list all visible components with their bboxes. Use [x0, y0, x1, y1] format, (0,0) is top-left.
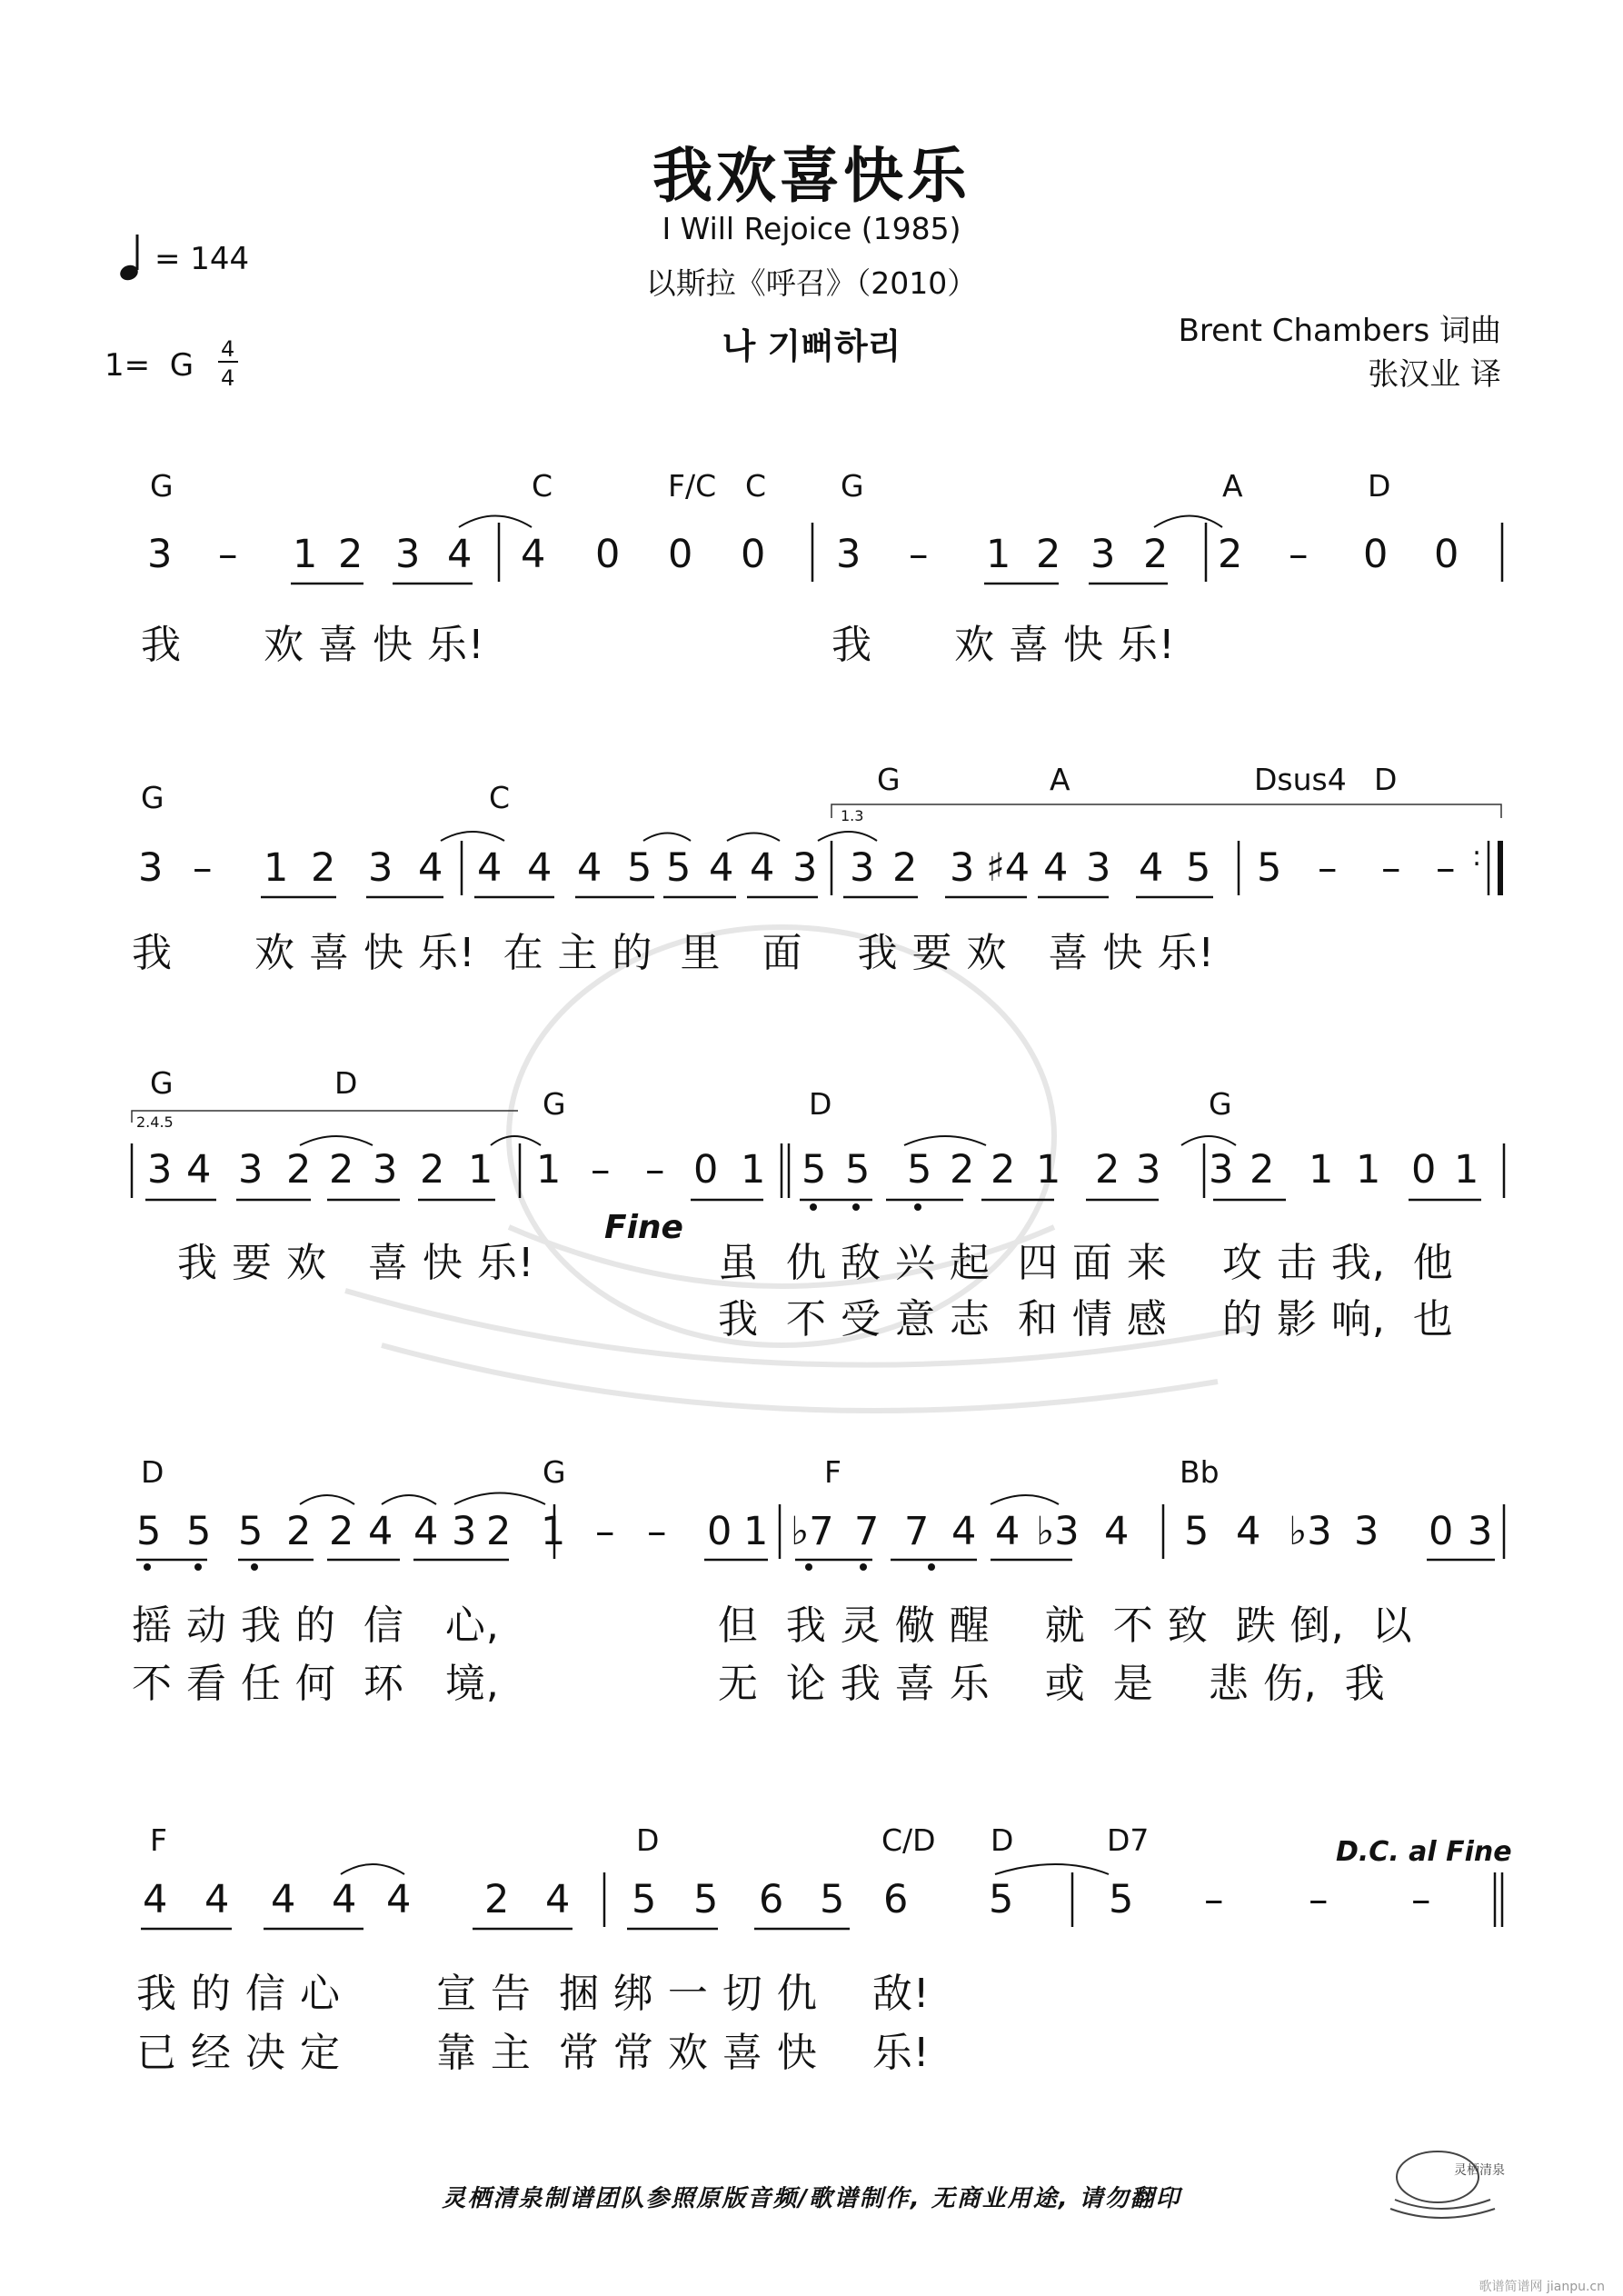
chord: D	[991, 1822, 1014, 1858]
chord: F	[150, 1822, 167, 1858]
chord: A	[1222, 468, 1243, 504]
lyric-line: 虽 仇 敌 兴 起 四 面 来 攻 击 我, 他	[718, 1240, 1454, 1286]
album-info: 以斯拉《呼召》（2010）	[645, 265, 978, 301]
note: 3	[368, 845, 393, 891]
chord: G	[150, 1065, 174, 1101]
note: 1	[1356, 1147, 1381, 1193]
note: 4	[332, 1877, 357, 1922]
note: 1	[1036, 1147, 1061, 1193]
logo-lettering: 灵栖清泉	[1454, 2163, 1505, 2178]
note: 5	[845, 1147, 871, 1193]
composer: Brent Chambers 词曲	[1178, 313, 1501, 349]
note: 2	[286, 1147, 312, 1193]
note: 6	[883, 1877, 909, 1922]
note: ♭3	[1289, 1509, 1332, 1554]
song-title: 我欢喜快乐	[652, 141, 971, 211]
chord: D	[809, 1086, 832, 1122]
note: 3	[147, 1147, 173, 1193]
note: ♯4	[986, 845, 1031, 891]
note: –	[909, 532, 929, 577]
note: 4	[951, 1509, 977, 1554]
note: 4	[545, 1877, 571, 1922]
site-watermark: 歌谱简谱网 jianpu.cn	[1479, 2280, 1605, 2294]
note: 3	[1354, 1509, 1379, 1554]
note: 4	[386, 1877, 412, 1922]
svg-text:4: 4	[221, 336, 235, 362]
note: 3	[1468, 1509, 1493, 1554]
note: 1	[468, 1147, 493, 1193]
note: 7	[904, 1509, 930, 1554]
note: 2	[1143, 532, 1169, 577]
chord: C	[489, 780, 511, 815]
note: 2	[329, 1147, 354, 1193]
note: 2	[1095, 1147, 1120, 1193]
note: 2	[329, 1509, 354, 1554]
translator: 张汉业 译	[1368, 356, 1501, 393]
note: 2	[286, 1509, 312, 1554]
note: 2	[991, 1147, 1016, 1193]
note: 2	[420, 1147, 445, 1193]
dc-al-fine-marking: D.C. al Fine	[1336, 1836, 1512, 1868]
note: 5	[1184, 1509, 1210, 1554]
note: 0	[1434, 532, 1459, 577]
note: 3	[836, 532, 861, 577]
note: 7	[854, 1509, 880, 1554]
note: 5	[1109, 1877, 1134, 1922]
chord: G	[543, 1454, 566, 1490]
note: 5	[666, 845, 692, 891]
note: –	[1411, 1877, 1431, 1922]
lyric-line: 摇 动 我 的 信 心, 但 我 灵 儆 醒 就 不 致 跌 倒, 以	[132, 1602, 1413, 1649]
note: 3	[138, 845, 164, 891]
chord: Bb	[1180, 1454, 1220, 1490]
note: 4	[1236, 1509, 1261, 1554]
note: 4	[477, 845, 503, 891]
chord: C/D	[881, 1822, 936, 1858]
lyric-line: 我 欢 喜 快 乐!	[141, 622, 485, 668]
note: 5	[1186, 845, 1211, 891]
note: 4	[527, 845, 553, 891]
note: 0	[668, 532, 693, 577]
chord: G	[877, 762, 901, 797]
note: 2	[892, 845, 918, 891]
note: 0	[1411, 1147, 1437, 1193]
footer-credit: 灵栖清泉制谱团队参照原版音频/歌谱制作, 无商业用途, 请勿翻印	[442, 2185, 1181, 2212]
chord: F	[824, 1454, 841, 1490]
note: –	[1318, 845, 1338, 891]
note: 5	[238, 1509, 264, 1554]
lyric-line: 我 的 信 心 宣 告 捆 绑 一 切 仇 敌!	[136, 1971, 931, 2017]
note: 5	[907, 1147, 932, 1193]
lyric-line: 我 要 欢 喜 快 乐!	[177, 1240, 535, 1286]
note: 1	[741, 1147, 766, 1193]
note: 0	[741, 532, 766, 577]
note: 2	[1218, 532, 1243, 577]
chord: D	[141, 1454, 164, 1490]
note: 2	[484, 1877, 510, 1922]
key-signature: 1= G	[105, 347, 194, 384]
note: 3	[452, 1509, 477, 1554]
note: 5	[802, 1147, 827, 1193]
chord: G	[141, 780, 164, 815]
note: 2	[311, 845, 336, 891]
svg-text:4: 4	[221, 365, 235, 391]
note: 4	[418, 845, 443, 891]
note: –	[1289, 532, 1309, 577]
volta-label: 2.4.5	[136, 1113, 174, 1131]
note: 4	[709, 845, 734, 891]
note: –	[645, 1147, 665, 1193]
note: 3	[238, 1147, 264, 1193]
note: –	[218, 532, 238, 577]
note: 0	[595, 532, 621, 577]
chord: C	[745, 468, 767, 504]
note: –	[591, 1147, 611, 1193]
note: 4	[521, 532, 546, 577]
note: 4	[186, 1147, 212, 1193]
korean-title: 나 기뻐하리	[722, 326, 901, 366]
note: 3	[147, 532, 173, 577]
note: 4	[447, 532, 473, 577]
note: 2	[950, 1147, 975, 1193]
note: 4	[368, 1509, 393, 1554]
note: ♭3	[1036, 1509, 1080, 1554]
note: 1	[1309, 1147, 1334, 1193]
note: 5	[627, 845, 652, 891]
chord: C	[532, 468, 553, 504]
note: –	[647, 1509, 667, 1554]
chord: Dsus4	[1254, 762, 1347, 797]
note: 5	[820, 1877, 845, 1922]
note: 3	[1209, 1147, 1234, 1193]
note: 0	[693, 1147, 719, 1193]
note: 3	[373, 1147, 398, 1193]
note: 3	[1090, 532, 1116, 577]
chord: G	[150, 468, 174, 504]
note: 2	[1250, 1147, 1275, 1193]
note: –	[595, 1509, 615, 1554]
chord: G	[1209, 1086, 1232, 1122]
chord: D	[334, 1065, 358, 1101]
chord: F/C	[668, 468, 717, 504]
note: 3	[850, 845, 875, 891]
note: –	[1309, 1877, 1329, 1922]
note: –	[1381, 845, 1401, 891]
chord: D	[1374, 762, 1398, 797]
note: 3	[1136, 1147, 1161, 1193]
volta-label: 1.3	[841, 807, 864, 824]
note: 4	[413, 1509, 439, 1554]
chord: D	[636, 1822, 660, 1858]
note: 0	[1363, 532, 1389, 577]
fine-marking: Fine	[604, 1209, 683, 1246]
chord: A	[1050, 762, 1070, 797]
lyric-line: 我 欢 喜 快 乐!	[831, 622, 1176, 668]
note: 5	[186, 1509, 212, 1554]
note: 2	[338, 532, 363, 577]
note: 5	[1257, 845, 1282, 891]
note: 2	[1036, 532, 1061, 577]
note: 1	[1454, 1147, 1479, 1193]
note: 5	[989, 1877, 1014, 1922]
note: 5	[136, 1509, 162, 1554]
chord: G	[543, 1086, 566, 1122]
note: 4	[204, 1877, 230, 1922]
lyric-line: 已 经 决 定 靠 主 常 常 欢 喜 快 乐!	[136, 2030, 931, 2076]
lyric-line: 不 看 任 何 环 境, 无 论 我 喜 乐 或 是 悲 伤, 我	[132, 1661, 1386, 1707]
note: 4	[1139, 845, 1164, 891]
chord: G	[841, 468, 864, 504]
note: 4	[271, 1877, 296, 1922]
note: ♭7	[791, 1509, 834, 1554]
note: 3	[1086, 845, 1111, 891]
repeat-dots: :	[1472, 841, 1482, 873]
note: 4	[143, 1877, 168, 1922]
note: 0	[1429, 1509, 1454, 1554]
lyric-line: 我 不 受 意 志 和 情 感 的 影 响, 也	[718, 1296, 1454, 1343]
english-title: I Will Rejoice (1985)	[662, 211, 961, 246]
note: 5	[632, 1877, 657, 1922]
note: 1	[264, 845, 289, 891]
note: 5	[693, 1877, 719, 1922]
note: 1	[536, 1147, 562, 1193]
note: 3	[792, 845, 818, 891]
note: –	[193, 845, 213, 891]
note: 0	[707, 1509, 732, 1554]
note: 1	[743, 1509, 769, 1554]
note: 3	[395, 532, 421, 577]
note: 2	[486, 1509, 512, 1554]
lyric-line: 我 欢 喜 快 乐! 在 主 的 里 面 我 要 欢 喜 快 乐!	[132, 930, 1216, 976]
note: 1	[541, 1509, 566, 1554]
note: 4	[1104, 1509, 1130, 1554]
chord: D	[1368, 468, 1391, 504]
note: 4	[995, 1509, 1021, 1554]
note: 4	[577, 845, 602, 891]
note: 4	[750, 845, 775, 891]
note: –	[1204, 1877, 1224, 1922]
note: –	[1436, 845, 1456, 891]
chord: D7	[1107, 1822, 1150, 1858]
note: 1	[293, 532, 318, 577]
tempo: = 144	[154, 241, 250, 277]
note: 3	[950, 845, 975, 891]
note: 6	[759, 1877, 784, 1922]
note: 1	[986, 532, 1011, 577]
note: 4	[1043, 845, 1069, 891]
